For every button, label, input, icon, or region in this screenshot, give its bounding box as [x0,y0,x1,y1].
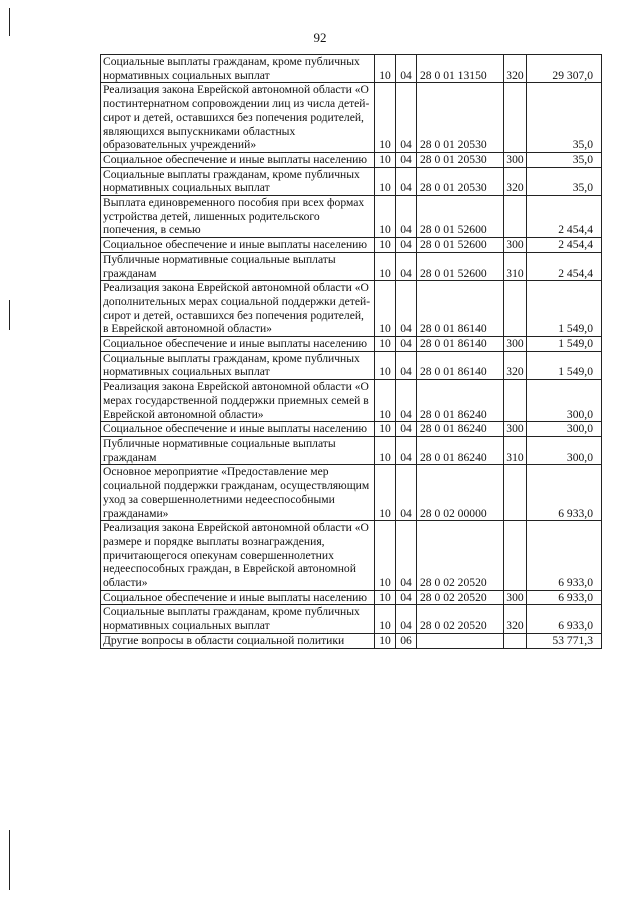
table-row [101,605,602,633]
section-code: 10 [375,436,396,464]
table-row [101,196,602,238]
subsection-code: 04 [396,422,417,437]
section-code: 10 [375,590,396,605]
subsection-code: 04 [396,337,417,352]
row-name: Основное мероприятие «Предоставление мер социальной поддержки гражданам, осуществляющим уход за совершеннолетними недееспособными гражданами» [101,465,375,521]
left-margin-line [9,300,10,330]
section-code: 10 [375,167,396,195]
row-name: Социальные выплаты гражданам, кроме публичных нормативных социальных выплат [101,55,375,83]
target-article-code: 28 0 01 13150 [417,55,504,83]
amount: 1 549,0 [527,337,602,352]
table-row [101,167,602,195]
expense-type-code: 320 [504,167,527,195]
row-name: Публичные нормативные социальные выплаты гражданам [101,436,375,464]
subsection-code: 04 [396,55,417,83]
expense-type-code: 300 [504,422,527,437]
expense-type-code: 320 [504,351,527,379]
target-article-code: 28 0 02 00000 [417,465,504,521]
amount: 35,0 [527,152,602,167]
amount: 6 933,0 [527,521,602,591]
table-row [101,281,602,337]
target-article-code: 28 0 01 86140 [417,337,504,352]
section-code: 10 [375,152,396,167]
target-article-code: 28 0 01 20530 [417,152,504,167]
target-article-code: 28 0 01 52600 [417,238,504,253]
subsection-code: 06 [396,633,417,648]
subsection-code: 04 [396,196,417,238]
subsection-code: 04 [396,238,417,253]
expense-type-code [504,380,527,422]
row-name: Реализация закона Еврейской автономной области «О дополнительных мерах социальной поддержки детей-сирот и детей, оставшихся без попечения родителей, в Еврейской автономной области» [101,281,375,337]
subsection-code: 04 [396,465,417,521]
left-margin-line [9,830,10,890]
table-row [101,83,602,153]
budget-table-body [101,55,602,649]
expense-type-code: 310 [504,436,527,464]
table-row [101,380,602,422]
section-code: 10 [375,521,396,591]
subsection-code: 04 [396,152,417,167]
row-name: Реализация закона Еврейской автономной области «О постинтернатном сопровождении лиц из числа детей-сирот и детей, оставшихся без попечения родителей, являющихся выпускниками областных образовательных учреждений» [101,83,375,153]
row-name: Социальные выплаты гражданам, кроме публичных нормативных социальных выплат [101,167,375,195]
section-code: 10 [375,83,396,153]
target-article-code [417,633,504,648]
table-row [101,422,602,437]
section-code: 10 [375,422,396,437]
expense-type-code [504,83,527,153]
amount: 6 933,0 [527,590,602,605]
table-row [101,238,602,253]
table-row [101,633,602,648]
table-row [101,337,602,352]
row-name: Выплата единовременного пособия при всех формах устройства детей, лишенных родительского попечения, в семью [101,196,375,238]
budget-table [100,54,602,649]
target-article-code: 28 0 02 20520 [417,605,504,633]
amount: 2 454,4 [527,252,602,280]
row-name: Социальные выплаты гражданам, кроме публичных нормативных социальных выплат [101,605,375,633]
amount: 35,0 [527,167,602,195]
target-article-code: 28 0 01 86240 [417,422,504,437]
section-code: 10 [375,605,396,633]
section-code: 10 [375,633,396,648]
section-code: 10 [375,337,396,352]
target-article-code: 28 0 01 52600 [417,252,504,280]
subsection-code: 04 [396,590,417,605]
amount: 53 771,3 [527,633,602,648]
target-article-code: 28 0 02 20520 [417,590,504,605]
table-row [101,436,602,464]
row-name: Реализация закона Еврейской автономной области «О размере и порядке выплаты вознаграждения, причитающегося опекунам совершеннолетних недееспособных граждан, в Еврейской автономной области» [101,521,375,591]
section-code: 10 [375,351,396,379]
target-article-code: 28 0 01 20530 [417,167,504,195]
section-code: 10 [375,238,396,253]
target-article-code: 28 0 02 20520 [417,521,504,591]
row-name: Социальное обеспечение и иные выплаты населению [101,422,375,437]
subsection-code: 04 [396,252,417,280]
amount: 300,0 [527,380,602,422]
amount: 6 933,0 [527,465,602,521]
expense-type-code: 310 [504,252,527,280]
expense-type-code: 300 [504,337,527,352]
subsection-code: 04 [396,380,417,422]
row-name: Публичные нормативные социальные выплаты гражданам [101,252,375,280]
table-row [101,351,602,379]
expense-type-code [504,196,527,238]
target-article-code: 28 0 01 86140 [417,351,504,379]
section-code: 10 [375,465,396,521]
amount: 1 549,0 [527,281,602,337]
expense-type-code: 300 [504,590,527,605]
expense-type-code: 320 [504,605,527,633]
section-code: 10 [375,252,396,280]
table-row [101,590,602,605]
table-row [101,465,602,521]
target-article-code: 28 0 01 86240 [417,436,504,464]
row-name: Социальное обеспечение и иные выплаты населению [101,238,375,253]
row-name: Социальное обеспечение и иные выплаты населению [101,590,375,605]
amount: 2 454,4 [527,238,602,253]
page-number: 92 [313,30,327,45]
section-code: 10 [375,55,396,83]
table-row [101,252,602,280]
expense-type-code: 320 [504,55,527,83]
section-code: 10 [375,196,396,238]
expense-type-code [504,521,527,591]
subsection-code: 04 [396,436,417,464]
subsection-code: 04 [396,605,417,633]
section-code: 10 [375,380,396,422]
table-row [101,152,602,167]
subsection-code: 04 [396,351,417,379]
amount: 2 454,4 [527,196,602,238]
target-article-code: 28 0 01 52600 [417,196,504,238]
expense-type-code [504,465,527,521]
row-name: Социальное обеспечение и иные выплаты населению [101,337,375,352]
amount: 35,0 [527,83,602,153]
expense-type-code [504,281,527,337]
subsection-code: 04 [396,167,417,195]
row-name: Социальное обеспечение и иные выплаты населению [101,152,375,167]
amount: 300,0 [527,436,602,464]
row-name: Реализация закона Еврейской автономной области «О мерах государственной поддержки приемных семей в Еврейской автономной области» [101,380,375,422]
target-article-code: 28 0 01 20530 [417,83,504,153]
table-row [101,55,602,83]
subsection-code: 04 [396,521,417,591]
expense-type-code: 300 [504,152,527,167]
amount: 29 307,0 [527,55,602,83]
row-name: Другие вопросы в области социальной политики [101,633,375,648]
subsection-code: 04 [396,281,417,337]
target-article-code: 28 0 01 86140 [417,281,504,337]
expense-type-code: 300 [504,238,527,253]
section-code: 10 [375,281,396,337]
table-row [101,521,602,591]
row-name: Социальные выплаты гражданам, кроме публичных нормативных социальных выплат [101,351,375,379]
target-article-code: 28 0 01 86240 [417,380,504,422]
amount: 1 549,0 [527,351,602,379]
amount: 6 933,0 [527,605,602,633]
subsection-code: 04 [396,83,417,153]
expense-type-code [504,633,527,648]
amount: 300,0 [527,422,602,437]
